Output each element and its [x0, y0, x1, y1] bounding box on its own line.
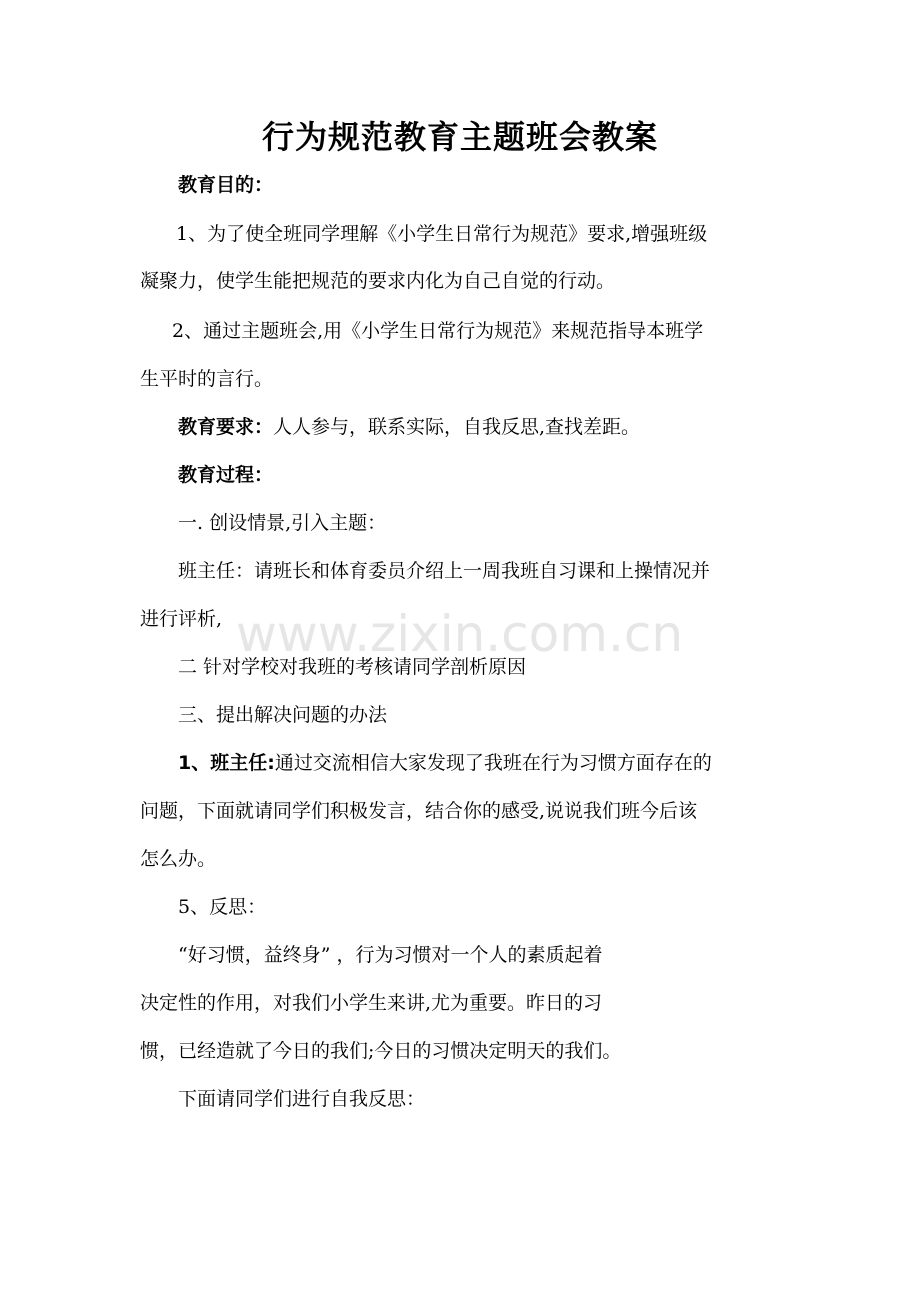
step-1-text-line-2: 进行评析,	[140, 608, 223, 630]
teacher-text: 通过交流相信大家发现了我班在行为习惯方面存在的	[274, 752, 712, 774]
watermark-text: www.zixin.com.cn	[236, 605, 684, 663]
step-1-heading: 一. 创设情景,引入主题：	[178, 512, 387, 534]
quote-line-1: “好习惯，益终身” ，行为习惯对一个人的素质起着	[178, 944, 603, 966]
requirement-text: 人人参与，联系实际，自我反思,查找差距。	[273, 416, 641, 438]
teacher-paragraph-line-2: 问题，下面就请同学们积极发言，结合你的感受,说说我们班今后该	[140, 800, 698, 822]
purpose-heading: 教育目的：	[178, 174, 274, 196]
purpose-item-1-line-2: 凝聚力，使学生能把规范的要求内化为自己自觉的行动。	[140, 270, 616, 292]
teacher-label: 1、班主任:	[178, 752, 275, 774]
closing-line: 下面请同学们进行自我反思：	[178, 1088, 426, 1110]
quote-line-3: 惯，已经造就了今日的我们;今日的习惯决定明天的我们。	[140, 1040, 622, 1062]
process-heading: 教育过程：	[178, 464, 274, 486]
quote-line-2: 决定性的作用，对我们小学生来讲,尤为重要。昨日的习	[140, 992, 603, 1014]
reflect-heading: 5、反思：	[178, 896, 267, 918]
step-3-heading: 三、提出解决问题的办法	[178, 704, 388, 726]
step-1-text-line-1: 班主任：请班长和体育委员介绍上一周我班自习课和上操情况并	[178, 560, 711, 582]
teacher-paragraph-line-3: 怎么办。	[140, 848, 217, 870]
document-title: 行为规范教育主题班会教案	[261, 118, 658, 156]
teacher-paragraph-line-1	[178, 748, 712, 778]
purpose-item-1-line-1: 1、为了使全班同学理解《小学生日常行为规范》要求,增强班级	[176, 223, 708, 245]
step-2-heading: 二 针对学校对我班的考核请同学剖析原因	[178, 656, 527, 678]
purpose-item-2-line-2: 生平时的言行。	[140, 368, 274, 390]
purpose-item-2-line-1: 2、通过主题班会,用《小学生日常行为规范》来规范指导本班学	[172, 320, 704, 342]
requirement-label: 教育要求：	[178, 416, 274, 438]
requirement-paragraph	[178, 412, 640, 442]
